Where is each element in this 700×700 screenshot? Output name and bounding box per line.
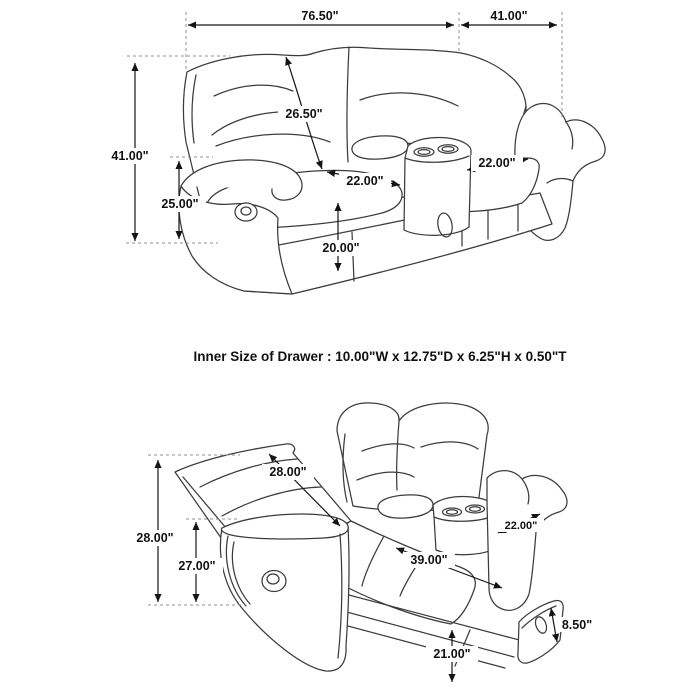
sofa-upright-view	[179, 47, 605, 294]
console-armrest-pad	[378, 495, 433, 518]
dim-label-footrest-height: 8.50"	[561, 618, 593, 632]
dim-label-footrest-clearance: 21.00"	[433, 647, 471, 661]
drawer-size-note: Inner Size of Drawer : 10.00"W x 12.75"D x 6.25"H x 0.50"T	[193, 349, 567, 364]
dim-label-overall-height: 28.00"	[136, 531, 174, 545]
dim-label-overall-height: 41.00"	[111, 149, 149, 163]
dim-label-back-length: 26.50"	[285, 107, 323, 121]
recliner-handle-icon	[267, 574, 279, 584]
dim-label-seat-width-left: 22.00"	[346, 174, 384, 188]
dim-label-overall-depth: 41.00"	[490, 9, 528, 23]
dim-label-recline-depth: 39.00"	[410, 553, 448, 567]
sofa-reclined-view	[175, 403, 567, 671]
dim-label-seat-height: 20.00"	[322, 241, 360, 255]
left-armrest	[220, 527, 349, 671]
dim-label-seat-width-right: 22.00"	[478, 156, 516, 170]
dim-label-arm-height: 25.00"	[161, 197, 199, 211]
dim-label-back-height: 27.00"	[178, 559, 216, 573]
right-armrest	[487, 471, 567, 611]
dim-label-back-length: 28.00"	[269, 465, 307, 479]
dim-label-seat-width-right: 22.00"	[504, 520, 538, 532]
dim-label-overall-width: 76.50"	[301, 9, 339, 23]
recliner-handle-icon	[235, 203, 257, 221]
